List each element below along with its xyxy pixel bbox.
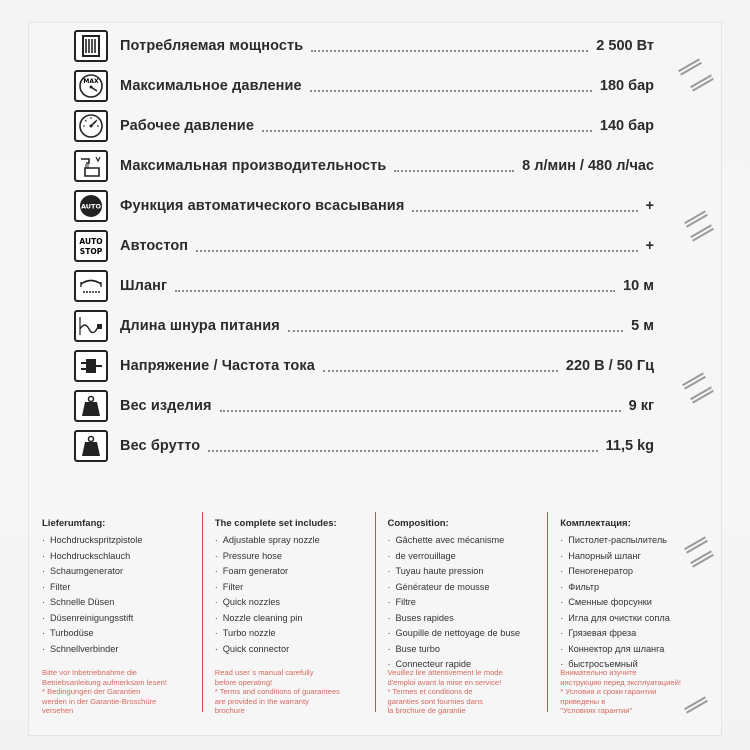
list-item: · быстросъемный xyxy=(560,657,710,673)
list-item: · Пеногенератор xyxy=(560,564,710,580)
leader-dots xyxy=(311,50,588,52)
note-line: приведены в xyxy=(560,696,606,706)
list-item: · Nozzle cleaning pin xyxy=(215,611,365,627)
spec-label: Максимальная производительность xyxy=(120,158,387,174)
contents-list xyxy=(560,533,710,673)
note-line: инструкцию перед эксплуатацией! xyxy=(560,677,681,687)
spec-row-flow-rate xyxy=(74,146,654,186)
list-item: · Quick nozzles xyxy=(215,595,365,611)
note-line: * Условия и сроки гарантии xyxy=(560,687,657,696)
spec-row-max-pressure xyxy=(74,66,654,106)
leader-dots xyxy=(323,370,558,372)
max-icon-text: MAX xyxy=(83,78,99,85)
note-line: are provided in the warranty xyxy=(214,696,309,706)
list-item: · Goupille de nettoyage de buse xyxy=(388,626,538,642)
warranty-note xyxy=(388,668,542,716)
note-line: garanties sont fournies dans xyxy=(387,696,483,706)
column-title: Composition: xyxy=(387,518,449,529)
plug-icon xyxy=(74,350,108,382)
spec-row-auto-stop xyxy=(74,226,654,266)
spec-list xyxy=(74,26,654,466)
spec-label: Длина шнура питания xyxy=(120,318,280,334)
note-line: versehen xyxy=(42,706,74,715)
leader-dots xyxy=(208,450,597,452)
note-line: * Bedingungen der Garantien xyxy=(42,687,141,696)
note-line: * Termes et conditions de xyxy=(387,687,473,696)
spec-value: 8 л/мин / 480 л/час xyxy=(522,158,654,174)
leader-dots xyxy=(220,410,621,412)
package-contents xyxy=(30,512,720,715)
spec-row-working-pressure xyxy=(74,106,654,146)
contents-column-en xyxy=(202,512,375,715)
list-item: · Buses rapides xyxy=(388,611,538,627)
auto-stop-icon xyxy=(74,230,108,262)
weight-icon xyxy=(74,430,108,462)
list-item: · Quick connector xyxy=(215,642,365,658)
list-item: · Hochdruckschlauch xyxy=(42,549,192,565)
auto-icon-text: AUTO xyxy=(80,202,102,211)
note-line: * Terms and conditions of guarantees xyxy=(214,687,340,696)
list-item: · Filtre xyxy=(388,595,538,611)
list-item: · Schnellverbinder xyxy=(42,642,192,658)
contents-column-de xyxy=(30,512,202,715)
power-cord-icon xyxy=(74,310,108,342)
max-pressure-gauge-icon xyxy=(74,70,108,102)
spec-label: Автостоп xyxy=(120,238,189,254)
warranty-note xyxy=(42,668,196,716)
pressure-gauge-icon xyxy=(74,110,108,142)
hose-icon xyxy=(74,270,108,302)
list-item: · Connecteur rapide xyxy=(388,657,538,673)
note-line: Внимательно изучите xyxy=(560,668,637,677)
note-line: Read user`s manual carefully xyxy=(214,668,314,677)
list-item: · Пистолет-распылитель xyxy=(560,533,710,549)
spec-value: 5 м xyxy=(631,318,654,334)
spec-value: 140 бар xyxy=(599,118,654,134)
list-item: · Gâchette avec mécanisme xyxy=(388,533,538,549)
column-title: The complete set includes: xyxy=(214,518,337,529)
leader-dots xyxy=(394,170,514,172)
warranty-note xyxy=(560,668,714,716)
list-item: · Pressure hose xyxy=(215,549,365,565)
spec-label: Шланг xyxy=(120,278,168,294)
leader-dots xyxy=(196,250,637,252)
list-item: · Сменные форсунки xyxy=(560,595,710,611)
list-item: · Filter xyxy=(215,580,365,596)
contents-list xyxy=(42,533,192,657)
list-item: · Schnelle Düsen xyxy=(42,595,192,611)
spec-label: Потребляемая мощность xyxy=(120,38,304,54)
leader-dots xyxy=(288,330,623,332)
list-item: · Игла для очистки сопла xyxy=(560,611,710,627)
flow-rate-icon xyxy=(74,150,108,182)
note-line: before operating! xyxy=(214,677,273,687)
spec-row-voltage xyxy=(74,346,654,386)
note-line: Bitte vor Inbetriebnahme die xyxy=(42,668,137,677)
spec-value: 2 500 Вт xyxy=(596,38,654,54)
warranty-note xyxy=(215,668,369,716)
list-item: · Düsenreinigungsstift xyxy=(42,611,192,627)
contents-list xyxy=(215,533,365,657)
auto-suction-icon xyxy=(74,190,108,222)
spec-row-hose xyxy=(74,266,654,306)
weight-icon xyxy=(74,390,108,422)
spec-row-gross-weight xyxy=(74,426,654,466)
spec-value: 220 В / 50 Гц xyxy=(565,358,654,374)
note-line: werden in der Garantie-Broschüre xyxy=(42,696,157,706)
spec-value: 9 кг xyxy=(628,398,654,414)
spec-value: + xyxy=(645,198,654,214)
leader-dots xyxy=(262,130,592,132)
list-item: · Buse turbo xyxy=(388,642,538,658)
leader-dots xyxy=(310,90,592,92)
leader-dots xyxy=(175,290,615,292)
spec-row-weight xyxy=(74,386,654,426)
spec-value: 11,5 kg xyxy=(605,438,654,454)
list-item: · Adjustable spray nozzle xyxy=(215,533,365,549)
list-item: · Générateur de mousse xyxy=(388,580,538,596)
auto-stop-icon-text: STOP xyxy=(79,247,103,256)
spec-value: + xyxy=(645,238,654,254)
list-item: · Turbodüse xyxy=(42,626,192,642)
spec-label: Максимальное давление xyxy=(120,78,302,94)
note-line: la brochure de garantie xyxy=(387,706,466,715)
note-line: d'emploi avant la mise en service! xyxy=(387,677,502,687)
spec-label: Вес изделия xyxy=(120,398,212,414)
spec-row-power xyxy=(74,26,654,66)
spec-value: 180 бар xyxy=(599,78,654,94)
list-item: · Foam generator xyxy=(215,564,365,580)
note-line: Veuillez lire attentivement le mode xyxy=(387,668,503,677)
spec-label: Вес брутто xyxy=(120,438,201,454)
column-title: Lieferumfang: xyxy=(42,518,106,529)
power-meter-icon xyxy=(74,30,108,62)
list-item: · Hochdruckspritzpistole xyxy=(42,533,192,549)
spec-label: Напряжение / Частота тока xyxy=(120,358,315,374)
spec-row-auto-suction xyxy=(74,186,654,226)
list-item: · Tuyau haute pression xyxy=(388,564,538,580)
spec-value: 10 м xyxy=(623,278,654,294)
list-item: · Напорный шланг xyxy=(560,549,710,565)
list-item: · de verrouillage xyxy=(388,549,538,565)
list-item: · Schaumgenerator xyxy=(42,564,192,580)
list-item: · Filter xyxy=(42,580,192,596)
leader-dots xyxy=(412,210,637,212)
note-line: brochure xyxy=(214,706,245,715)
note-line: Betriebsanleitung aufmerksam lesen! xyxy=(42,677,167,687)
column-title: Комплектация: xyxy=(560,518,631,529)
list-item: · Грязевая фреза xyxy=(560,626,710,642)
list-item: · Коннектор для шланга xyxy=(560,642,710,658)
spec-row-power-cord xyxy=(74,306,654,346)
list-item: · Фильтр xyxy=(560,580,710,596)
auto-stop-icon-text: AUTO xyxy=(79,237,103,246)
spec-label: Функция автоматического всасывания xyxy=(120,198,405,214)
contents-list xyxy=(388,533,538,673)
list-item: · Turbo nozzle xyxy=(215,626,365,642)
note-line: "Условиях гарантии" xyxy=(560,706,633,715)
spec-label: Рабочее давление xyxy=(120,118,254,134)
contents-column-ru xyxy=(547,512,720,715)
contents-column-fr xyxy=(375,512,548,715)
